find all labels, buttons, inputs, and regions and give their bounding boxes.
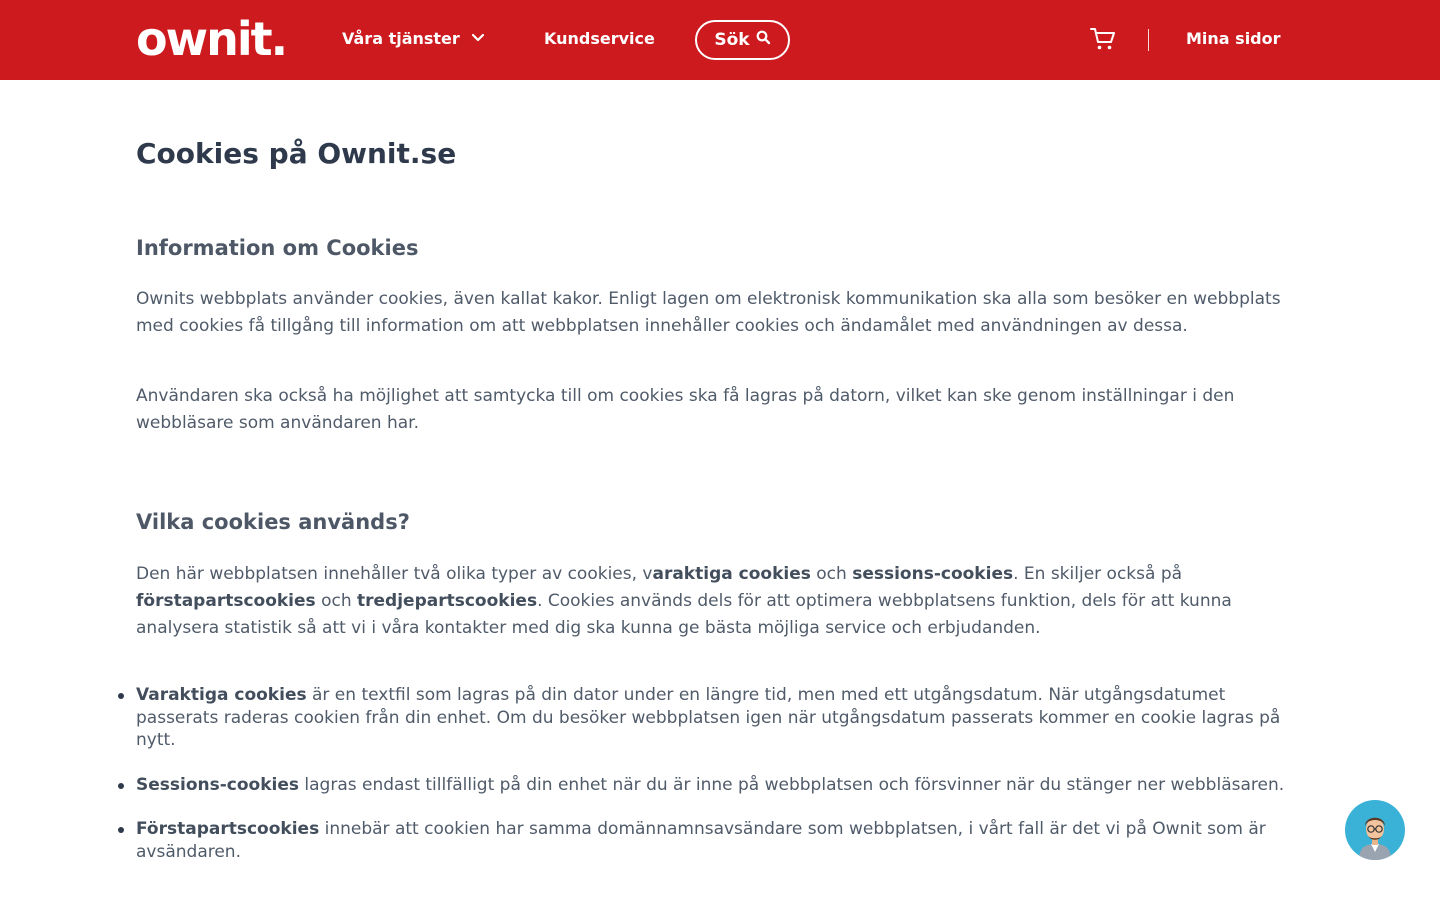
cookie-types-list <box>136 684 1304 885</box>
site-header <box>0 0 1440 80</box>
chevron-down-icon <box>471 27 485 49</box>
cart-icon[interactable] <box>1090 26 1116 52</box>
info-paragraph-2: Användaren ska också ha möjlighet att samtycka till om cookies ska få lagras på datorn, vilket kan ske genom inställningar i den webbläsare som användaren har. <box>136 386 1235 433</box>
list-item: Sessions-cookies lagras endast tillfälligt på din enhet när du är inne på webbplatsen och försvinner när du stänger ner webbläsaren. <box>136 774 1304 797</box>
page-title: Cookies på Ownit.se <box>136 137 457 170</box>
cookie-types-intro: Den här webbplatsen innehåller två olika typer av cookies, varaktiga cookies och sessions-cookies. En skiljer också på förstapartscookies och tredjepartscookies. Cookies används dels för att optimera webbplatsens funktion, dels för att kunna analysera statistik så att vi i våra kontakter med dig ska kunna ge bästa möjliga service och erbjudanden. <box>136 564 1232 638</box>
search-button[interactable] <box>695 20 790 60</box>
list-item: Förstapartscookies innebär att cookien har samma domännamnsavsändare som webbplatsen, i vårt fall är det vi på Ownit som är avsändaren. <box>136 818 1304 863</box>
ownit-logo[interactable]: ownit. <box>136 12 287 66</box>
search-button-label: Sök <box>714 30 750 50</box>
nav-kundservice-link[interactable]: Kundservice <box>544 29 655 48</box>
nav-services-menu[interactable] <box>342 28 485 50</box>
info-paragraph-1: Ownits webbplats använder cookies, även kallat kakor. Enligt lagen om elektronisk kommunikation ska alla som besöker en webbplats med cookies få tillgång till information om att webbplatsen innehåller cookies och ändamålet med användningen av dessa. <box>136 289 1281 336</box>
nav-services-label: Våra tjänster <box>342 29 460 48</box>
chat-avatar-icon[interactable] <box>1345 800 1405 860</box>
header-divider <box>1148 29 1149 51</box>
list-item: Varaktiga cookies är en textfil som lagras på din dator under en längre tid, men med ett utgångsdatum. När utgångsdatumet passerats raderas cookien från din enhet. Om du besöker webbplatsen igen när utgångsdatum passerats kommer en cookie lagras på nytt. <box>136 684 1304 752</box>
section-heading-info: Information om Cookies <box>136 236 419 260</box>
search-icon <box>756 30 771 50</box>
my-pages-link[interactable]: Mina sidor <box>1186 29 1281 48</box>
section-heading-which-cookies: Vilka cookies används? <box>136 510 410 534</box>
